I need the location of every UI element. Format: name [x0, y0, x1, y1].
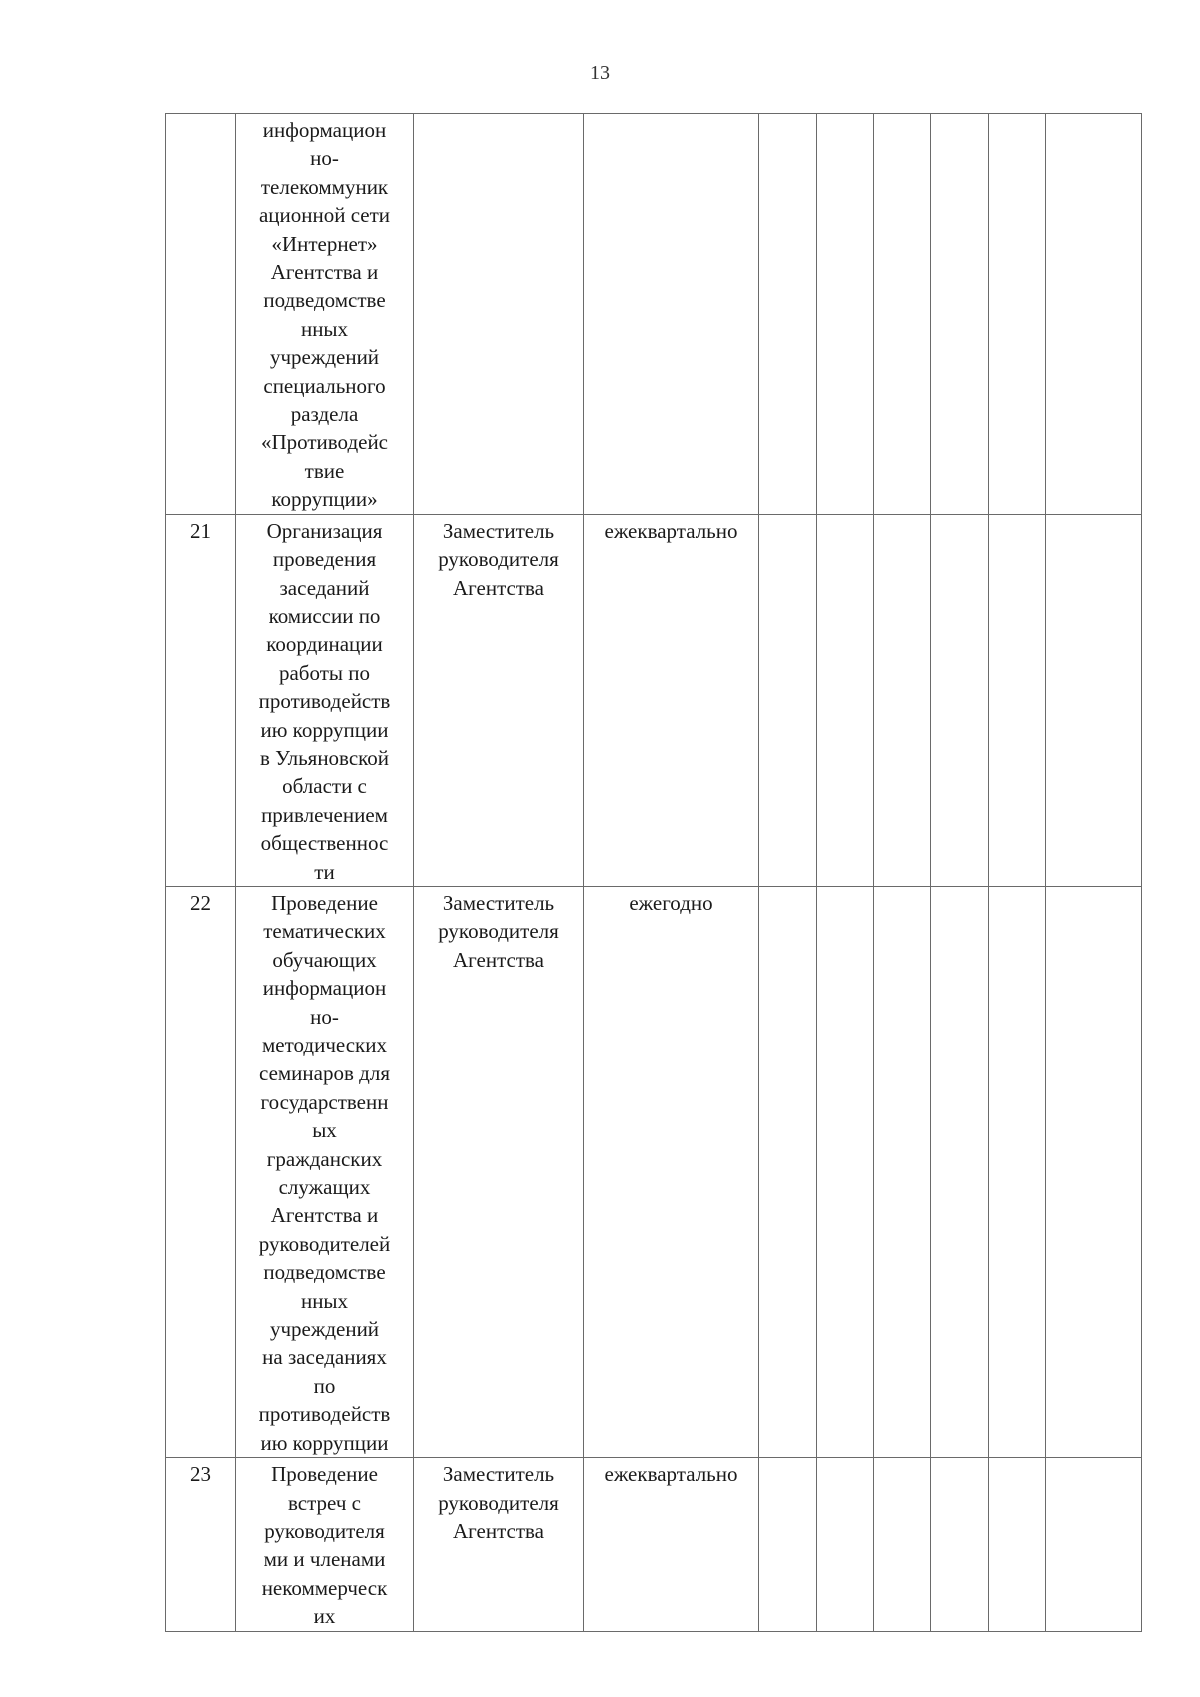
- empty-cell: [931, 114, 989, 515]
- empty-cell: [1046, 886, 1142, 1457]
- empty-cell: [874, 114, 931, 515]
- row-number-cell: 22: [166, 886, 236, 1457]
- table-row: [166, 514, 1142, 886]
- empty-cell: [989, 886, 1046, 1457]
- empty-cell: [1046, 514, 1142, 886]
- row-number-cell: [166, 114, 236, 515]
- empty-cell: [817, 514, 874, 886]
- empty-cell: [874, 1458, 931, 1631]
- responsible-cell: Заместитель руководителя Агентства: [414, 1458, 584, 1631]
- responsible-cell: Заместитель руководителя Агентства: [414, 886, 584, 1457]
- empty-cell: [759, 886, 817, 1457]
- empty-cell: [817, 886, 874, 1457]
- event-cell: информацион но- телекоммуник ационной сети «Интернет» Агентства и подведомстве нных учреждений специального раздела «Противодейс твие коррупции»: [236, 114, 414, 515]
- empty-cell: [817, 1458, 874, 1631]
- event-cell: Проведение встреч с руководителя ми и членами некоммерческ их: [236, 1458, 414, 1631]
- measures-table: [165, 113, 1142, 1632]
- empty-cell: [1046, 114, 1142, 515]
- empty-cell: [1046, 1458, 1142, 1631]
- responsible-cell: [414, 114, 584, 515]
- empty-cell: [874, 886, 931, 1457]
- empty-cell: [759, 514, 817, 886]
- table-row: [166, 114, 1142, 515]
- event-cell: Проведение тематических обучающих информацион но- методических семинаров для государственн ых гражданских служащих Агентства и руководителей подведомстве нных учреждений на заседаниях по противодейств ию коррупции: [236, 886, 414, 1457]
- empty-cell: [989, 514, 1046, 886]
- empty-cell: [931, 514, 989, 886]
- empty-cell: [817, 114, 874, 515]
- empty-cell: [759, 114, 817, 515]
- term-cell: ежегодно: [584, 886, 759, 1457]
- row-number-cell: 21: [166, 514, 236, 886]
- empty-cell: [931, 1458, 989, 1631]
- empty-cell: [759, 1458, 817, 1631]
- table-row: [166, 1458, 1142, 1631]
- empty-cell: [931, 886, 989, 1457]
- empty-cell: [989, 114, 1046, 515]
- term-cell: ежеквартально: [584, 514, 759, 886]
- empty-cell: [989, 1458, 1046, 1631]
- responsible-cell: Заместитель руководителя Агентства: [414, 514, 584, 886]
- event-cell: Организация проведения заседаний комиссии по координации работы по противодейств ию коррупции в Ульяновской области с привлечением общественнос ти: [236, 514, 414, 886]
- term-cell: [584, 114, 759, 515]
- table-row: [166, 886, 1142, 1457]
- empty-cell: [874, 514, 931, 886]
- page-number: 13: [590, 62, 610, 84]
- row-number-cell: 23: [166, 1458, 236, 1631]
- term-cell: ежеквартально: [584, 1458, 759, 1631]
